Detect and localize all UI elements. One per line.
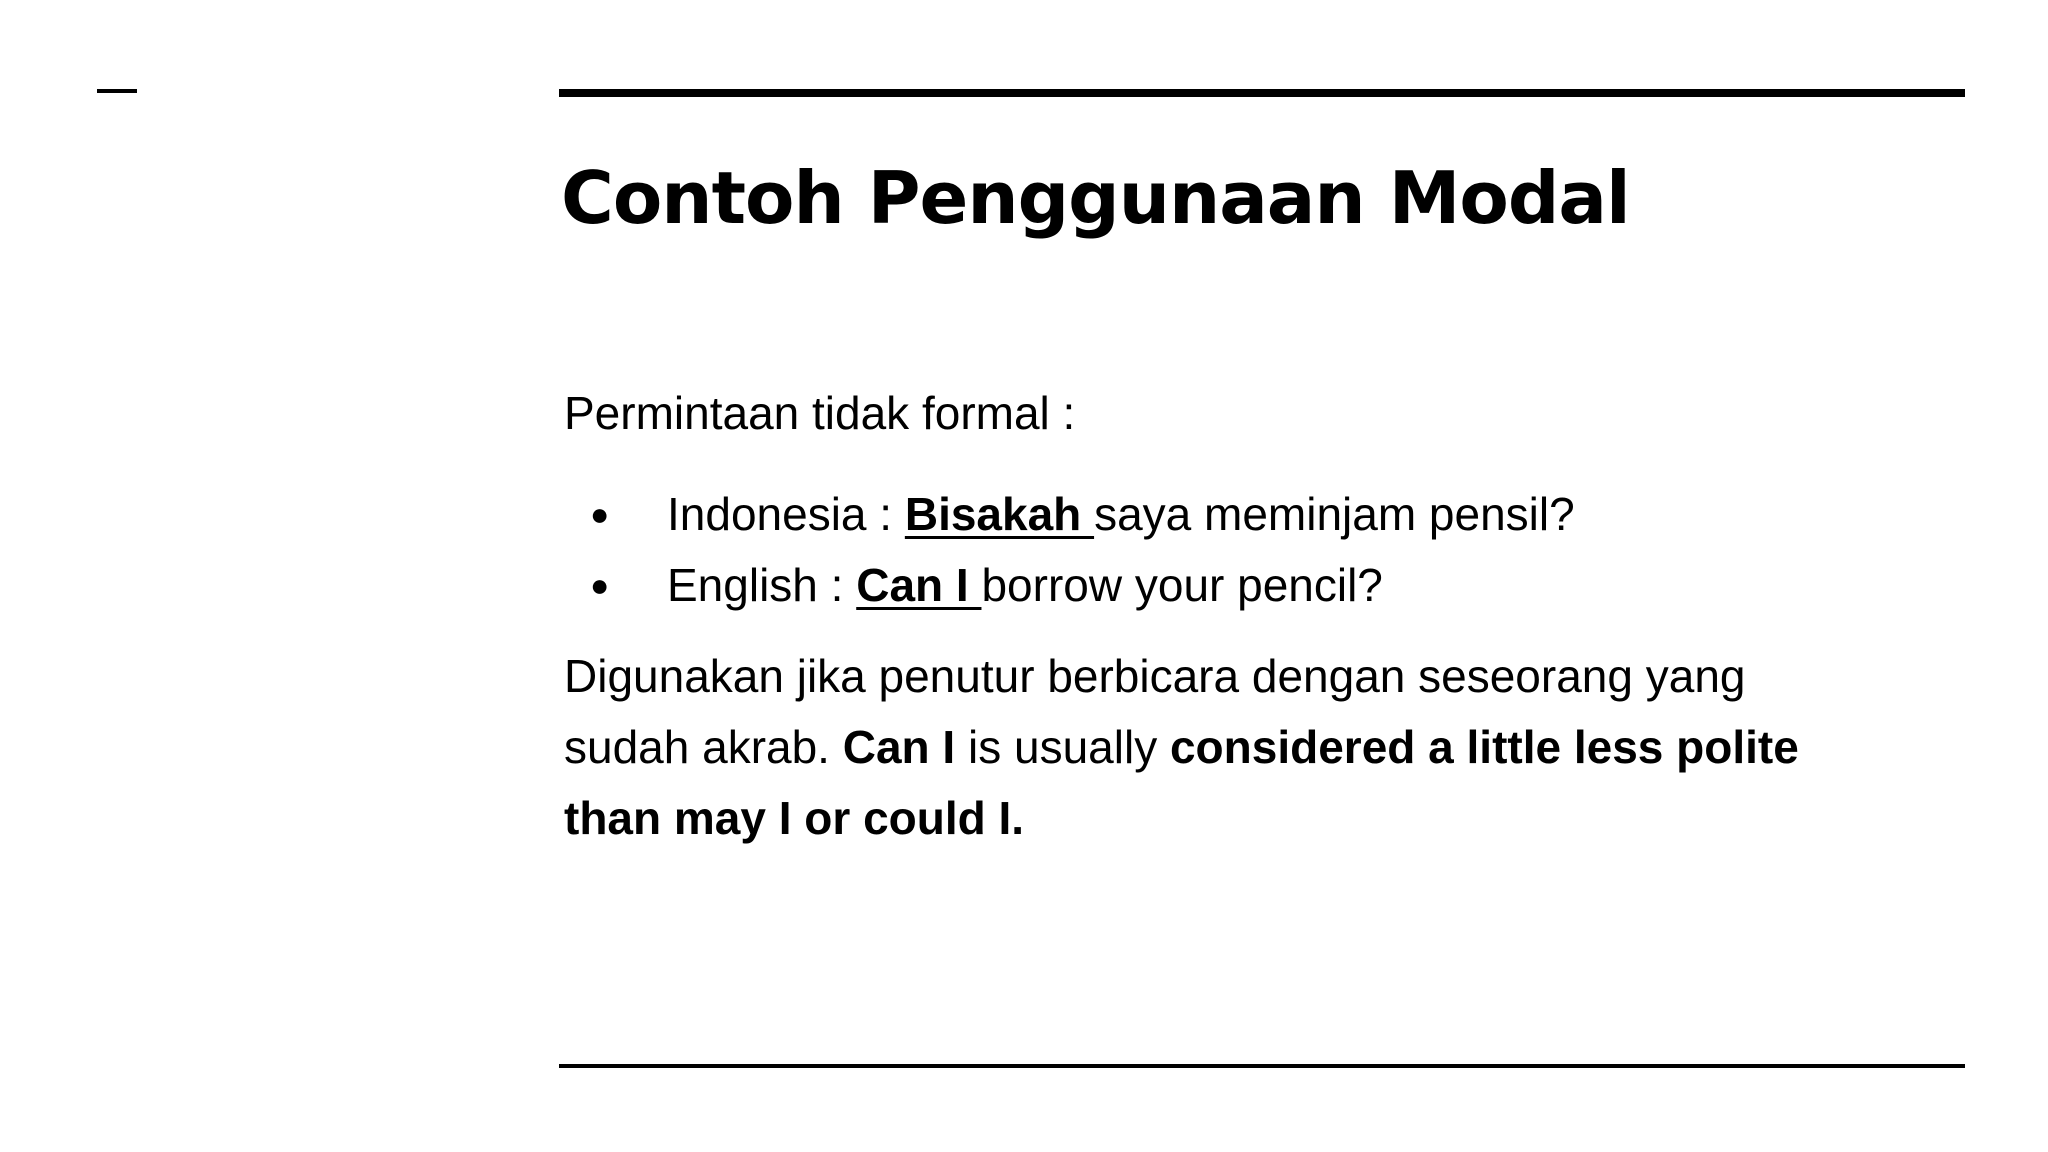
bullet-icon: ● — [590, 496, 610, 532]
bullet-suffix: saya meminjam pensil? — [1094, 488, 1575, 540]
explanation-text-mid: is usually — [955, 721, 1170, 773]
bullet-suffix: borrow your pencil? — [981, 559, 1383, 611]
bullet-prefix: Indonesia : — [667, 488, 905, 540]
explanation-bold-can-i: Can I — [842, 721, 956, 773]
explanation-bold-conclusion: considered a little less polite than may I or could I. — [564, 721, 1799, 844]
slide-body — [564, 378, 1864, 854]
bullet-icon: ● — [590, 567, 610, 603]
explanation-text: Digunakan jika penutur berbicara dengan seseorang yang sudah akrab. — [564, 650, 1746, 773]
bullet-key-phrase: Bisakah — [904, 488, 1095, 540]
list-item-indonesia — [564, 479, 1864, 550]
bullet-prefix: English : — [667, 559, 857, 611]
top-rule — [559, 89, 1965, 97]
list-item-english — [564, 550, 1864, 621]
bullet-key-phrase: Can I — [856, 559, 982, 611]
corner-dash-decoration — [97, 89, 137, 93]
slide-title: Contoh Penggunaan Modal — [561, 156, 1630, 240]
intro-text: Permintaan tidak formal : — [564, 387, 1076, 439]
example-list — [564, 479, 1864, 621]
explanation-paragraph — [564, 641, 1864, 854]
bottom-rule — [559, 1064, 1965, 1068]
